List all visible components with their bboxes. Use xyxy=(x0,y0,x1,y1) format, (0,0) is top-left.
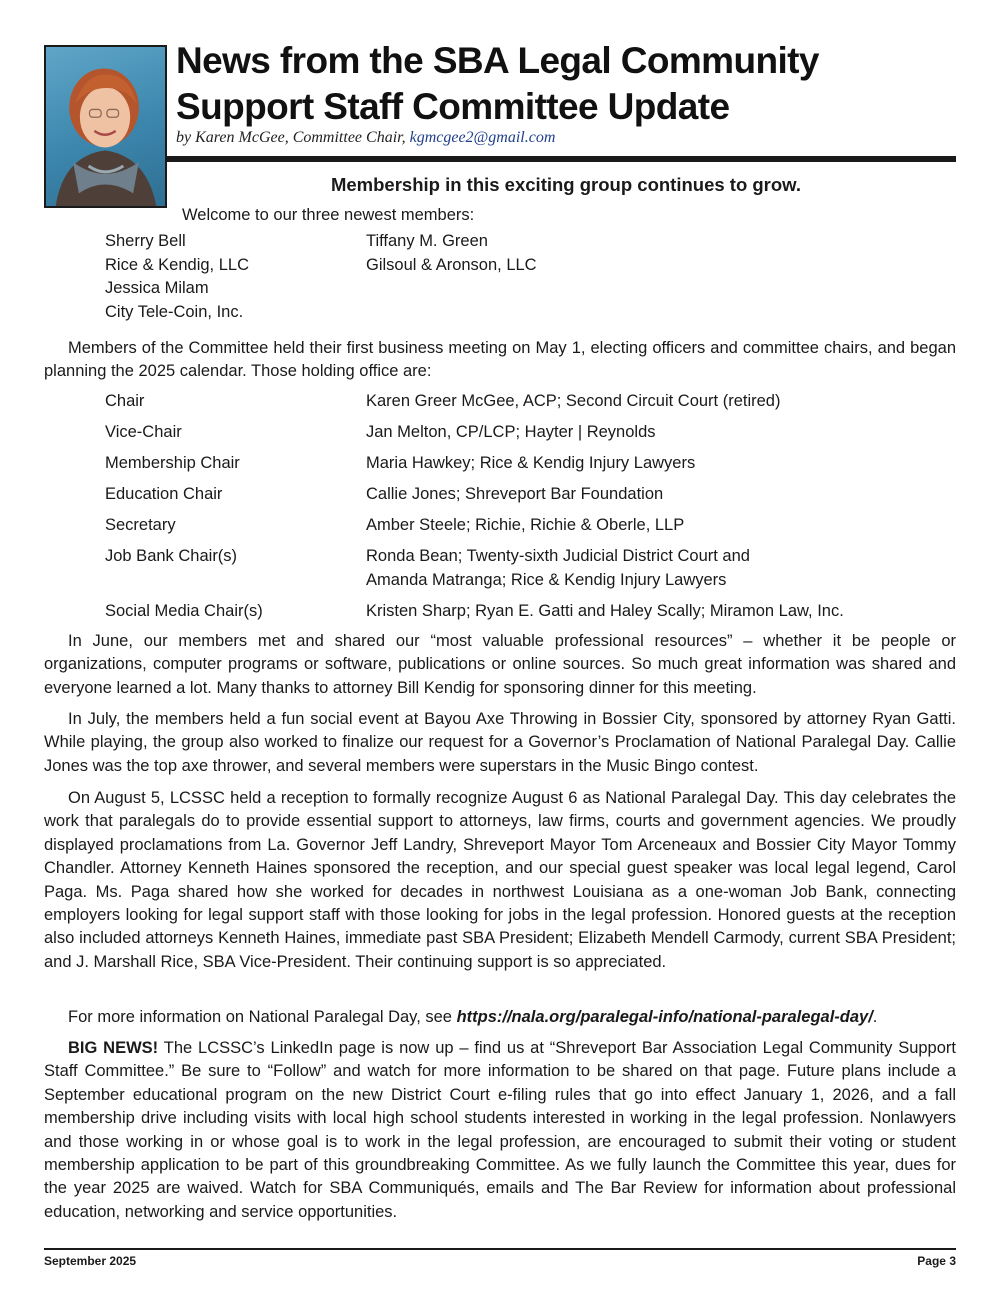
header-rule xyxy=(167,156,956,162)
officer-role: Social Media Chair(s) xyxy=(105,601,263,620)
member-cell: Jessica Milam xyxy=(105,279,209,297)
officer-role: Education Chair xyxy=(105,485,223,503)
officer-row xyxy=(105,421,955,445)
member-cell: City Tele-Coin, Inc. xyxy=(105,302,244,321)
officer-holder xyxy=(366,421,955,445)
new-members-list xyxy=(105,230,805,324)
member-cell xyxy=(366,301,666,325)
byline-text: by Karen McGee, Committee Chair, xyxy=(176,129,406,146)
member-cell xyxy=(366,277,666,301)
page-number: Page 3 xyxy=(917,1254,956,1268)
officer-holder-line: Jan Melton, CP/LCP; Hayter | Reynolds xyxy=(366,423,656,441)
member-row xyxy=(105,230,805,254)
officer-row xyxy=(105,545,955,592)
article-title xyxy=(176,38,819,130)
officer-holder-line: Amanda Matranga; Rice & Kendig Injury Lawyers xyxy=(366,570,727,589)
big-news-paragraph xyxy=(44,1037,956,1224)
paralegal-day-link[interactable]: https://nala.org/paralegal-info/national-paralegal-day/ xyxy=(456,1008,873,1026)
intro-paragraph: Members of the Committee held their first business meeting on May 1, electing officers and committee chairs, and began planning the 2025 calendar. Those holding office are: xyxy=(44,339,956,381)
member-row xyxy=(105,254,805,278)
member-row xyxy=(105,301,805,325)
author-photo xyxy=(44,45,167,208)
officer-holder xyxy=(366,483,955,507)
officer-holder-line: Amber Steele; Richie, Richie & Oberle, LLP xyxy=(366,516,685,534)
officer-row xyxy=(105,483,955,507)
member-cell: Tiffany M. Green xyxy=(366,232,488,250)
big-news-text: The LCSSC’s LinkedIn page is now up – find us at “Shreveport Bar Association Legal Community Support Staff Committee.” Be sure to “Follow” and watch for more information to be shared on that page. Future plans include a September educational program on the new District Court e-filing rules that go into effect January 1, 2026, and a fall membership drive including visits with local high school students interested in working in the legal profession. Nonlawyers and those working in or whose goal is to work in the legal profession, are encouraged to submit their voting or student membership application to be part of this groundbreaking Committee. As we fully launch the Committee this year, dues for the year 2025 are waived. Watch for SBA Communiqués, emails and The Bar Review for information about professional education, networking and service opportunities. xyxy=(44,1039,956,1221)
footer-date: September 2025 xyxy=(44,1254,137,1268)
officer-holder-line: Callie Jones; Shreveport Bar Foundation xyxy=(366,485,664,503)
title-line-1: News from the SBA Legal Community xyxy=(176,40,819,81)
more-info-paragraph xyxy=(44,1006,956,1029)
officer-holder-line: Karen Greer McGee, ACP; Second Circuit Court (retired) xyxy=(366,392,781,410)
august-paragraph: On August 5, LCSSC held a reception to formally recognize August 6 as National Paralegal Day. This day celebrates the work that paralegals do to provide essential support to attorneys, law firms, courts and government agencies. We proudly displayed proclamations from La. Governor Jeff Landry, Shreveport Mayor Tom Arceneaux and Bossier City Mayor Tommy Chandler. Attorney Kenneth Haines sponsored the reception, and our special guest speaker was local legal legend, Carol Paga. Ms. Paga shared how she worked for decades in northwest Louisiana as a one-woman Job Bank, connecting employers looking for legal support staff with those looking for jobs in the legal profession. Honored guests at the reception also included attorneys Kenneth Haines, immediate past SBA President; Elizabeth Mendell Carmody, current SBA President; and J. Marshall Rice, SBA Vice-President. Their continuing support is so appreciated. xyxy=(44,789,956,971)
officer-holder-line: Ronda Bean; Twenty-sixth Judicial District Court and xyxy=(366,547,750,565)
byline xyxy=(176,129,555,147)
member-cell: Sherry Bell xyxy=(105,232,186,250)
officer-row xyxy=(105,390,955,414)
member-cell: Rice & Kendig, LLC xyxy=(105,255,249,274)
more-info-period: . xyxy=(872,1008,878,1026)
officers-table xyxy=(105,390,955,631)
subheading: Membership in this exciting group continues to grow. xyxy=(330,174,802,195)
footer-rule xyxy=(44,1248,956,1250)
member-row xyxy=(105,277,805,301)
officer-holder-line: Kristen Sharp; Ryan E. Gatti and Haley Scally; Miramon Law, Inc. xyxy=(366,601,844,620)
officer-holder xyxy=(366,390,955,414)
july-paragraph: In July, the members held a fun social event at Bayou Axe Throwing in Bossier City, sponsored by attorney Ryan Gatti. While playing, the group also worked to finalize our request for a Governor’s Proclamation of National Paralegal Day. Callie Jones was the top axe thrower, and several members were superstars in the Music Bingo contest. xyxy=(44,710,956,775)
officer-role: Membership Chair xyxy=(105,454,240,472)
welcome-text: Welcome to our three newest members: xyxy=(182,206,475,224)
author-email-link[interactable]: kgmcgee2@gmail.com xyxy=(409,129,556,146)
officer-row xyxy=(105,452,955,476)
big-news-label: BIG NEWS! xyxy=(68,1039,159,1057)
officer-holder xyxy=(366,600,955,624)
officer-holder xyxy=(366,514,955,538)
member-cell: Gilsoul & Aronson, LLC xyxy=(366,255,537,274)
officer-row xyxy=(105,514,955,538)
officer-holder xyxy=(366,545,955,592)
officer-role: Secretary xyxy=(105,516,176,534)
more-info-text: For more information on National Paralegal Day, see xyxy=(68,1008,457,1026)
officer-row xyxy=(105,600,955,624)
officer-role: Job Bank Chair(s) xyxy=(105,547,238,565)
june-paragraph: In June, our members met and shared our “most valuable professional resources” – whether it be people or organizations, computer programs or software, publications or online sources. So much great information was shared and everyone learned a lot. Many thanks to attorney Bill Kendig for sponsoring dinner for this meeting. xyxy=(44,632,956,697)
portrait-image xyxy=(46,47,165,206)
officer-holder-line: Maria Hawkey; Rice & Kendig Injury Lawyers xyxy=(366,454,696,472)
officer-role: Chair xyxy=(105,392,145,410)
officer-holder xyxy=(366,452,955,476)
title-line-2: Support Staff Committee Update xyxy=(176,86,730,127)
officer-role: Vice-Chair xyxy=(105,423,182,441)
